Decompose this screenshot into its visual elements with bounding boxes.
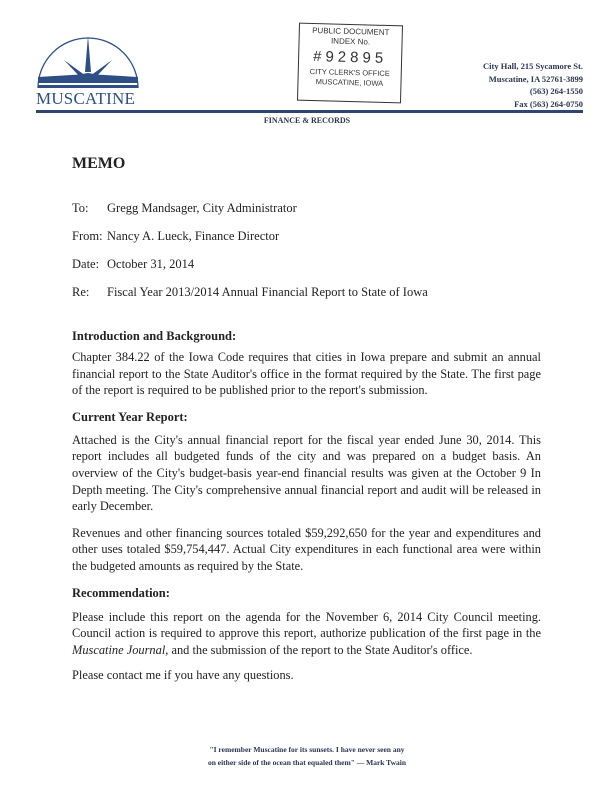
intro-paragraph: Chapter 384.22 of the Iowa Code requires that cities in Iowa prepare and submit an annual financial report to the State Auditor's office in the format required by the State. The first page of the report is required to be published prior to the report's submission. xyxy=(72,350,541,398)
re-label: Re: xyxy=(72,285,90,299)
re-line xyxy=(72,284,541,300)
memo-body xyxy=(72,154,541,684)
to-value: Gregg Mandsager, City Administrator xyxy=(107,201,297,215)
fax: Fax (563) 264-0750 xyxy=(514,98,583,109)
phone: (563) 264-1550 xyxy=(529,86,583,96)
to-label: To: xyxy=(72,201,89,215)
from-line xyxy=(72,228,541,244)
stamp-line: CITY CLERK'S OFFICE xyxy=(309,66,390,79)
quote-line: on either side of the ocean that equaled them" — Mark Twain xyxy=(207,758,407,767)
address-block xyxy=(483,60,583,110)
from-value: Nancy A. Lueck, Finance Director xyxy=(107,229,280,243)
recommendation-heading: Recommendation: xyxy=(72,585,170,600)
address-line: City Hall, 215 Sycamore St. xyxy=(483,61,583,71)
address-line: Muscatine, IA 52761-3899 xyxy=(488,73,583,84)
closing-paragraph: Please contact me if you have any questions. xyxy=(72,668,294,683)
footer-quote xyxy=(0,743,614,769)
recommendation-paragraph xyxy=(72,609,541,659)
header-rule xyxy=(36,110,583,113)
date-value: October 31, 2014 xyxy=(107,257,195,271)
current-year-heading: Current Year Report: xyxy=(72,409,188,424)
intro-heading: Introduction and Background: xyxy=(72,329,237,343)
rec-text: , and the submission of the report to the State Auditor's office. xyxy=(165,642,473,657)
logo-wordmark: MUSCATINE xyxy=(36,89,136,108)
publication-name: Muscatine Journal xyxy=(72,642,166,657)
current-year-paragraph-2: Revenues and other financing sources totaled $59,292,650 for the year and expenditures and other uses totaled $59,754,447. Actual City expenditures in each functional area were within the budgeted amounts as required by the State. xyxy=(72,525,541,573)
muscatine-logo xyxy=(34,30,142,90)
stamp-line: MUSCATINE, IOWA xyxy=(315,77,384,88)
department-name: FINANCE & RECORDS xyxy=(263,116,351,125)
stamp-line: INDEX No. xyxy=(330,36,371,47)
memo-title: MEMO xyxy=(72,155,126,172)
date-label: Date: xyxy=(72,257,100,271)
quote-line: "I remember Muscatine for its sunsets. I have never seen any xyxy=(209,745,405,754)
public-document-stamp xyxy=(297,23,403,104)
current-year-paragraph-1: Attached is the City's annual financial report for the fiscal year ended June 30, 2014. This report includes all budgeted funds of the city and was prepared on a budget basis. An overview of the City's budget-basis year-end financial results was given at the October 9 In Depth meeting. The City's comprehensive annual financial report and audit will be released in early December. xyxy=(72,432,541,514)
re-value: Fiscal Year 2013/2014 Annual Financial Report to State of Iowa xyxy=(107,285,428,299)
to-line xyxy=(72,200,541,216)
stamp-line: PUBLIC DOCUMENT xyxy=(312,26,390,38)
date-line xyxy=(72,256,541,272)
from-label: From: xyxy=(72,229,103,243)
stamp-number: #92895 xyxy=(312,48,388,67)
rec-text: Please include this report on the agenda for the November 6, 2014 City Council meeting. Council action is required to approve this report, authorize publication of the first page in the xyxy=(72,609,541,641)
